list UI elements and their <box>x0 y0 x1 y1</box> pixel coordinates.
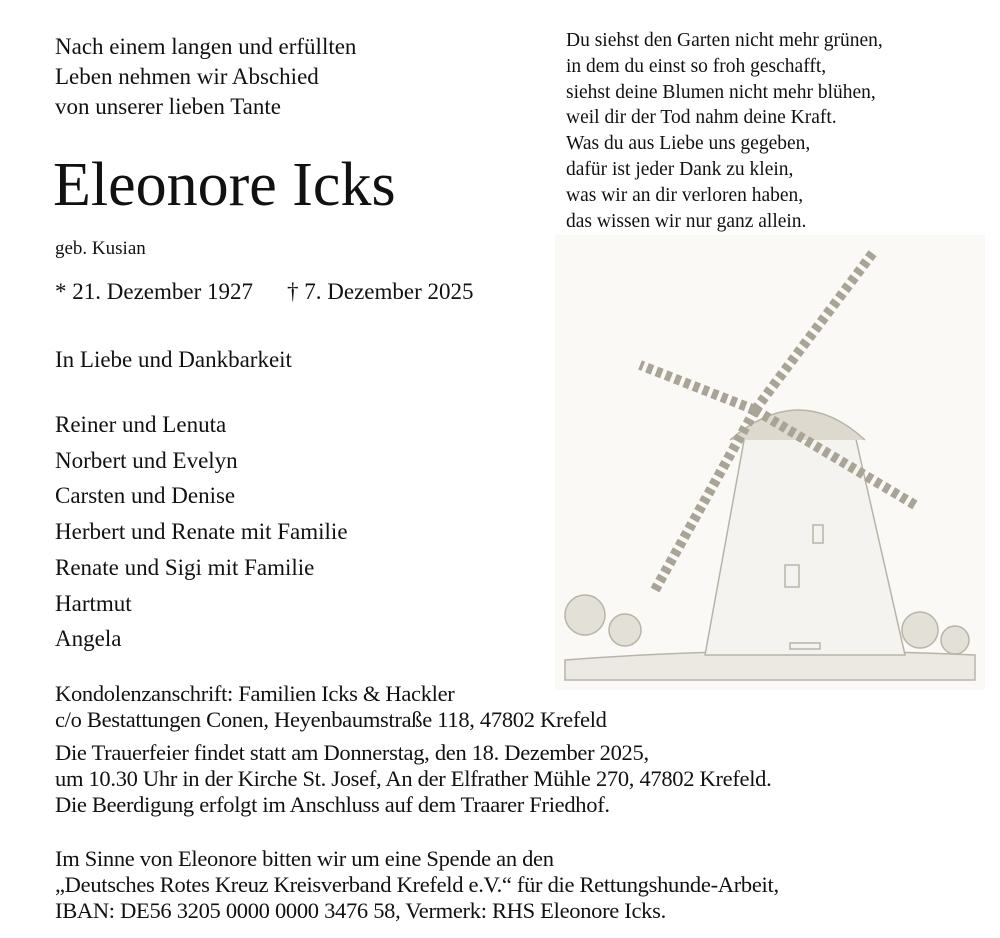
birth-date: * 21. Dezember 1927 <box>55 279 253 304</box>
thanks-line: In Liebe und Dankbarkeit <box>55 347 292 372</box>
poem-line: das wissen wir nur ganz allein. <box>566 210 807 232</box>
poem-line: weil dir der Tod nahm deine Kraft. <box>566 107 837 129</box>
poem-line: in dem du einst so froh geschafft, <box>566 55 827 77</box>
funeral-line: Die Trauerfeier findet statt am Donnerstag, den 18. Dezember 2025, <box>55 740 649 765</box>
birth-name: geb. Kusian <box>55 238 146 259</box>
intro-line: Leben nehmen wir Abschied <box>55 64 319 89</box>
condolence-address <box>55 681 607 733</box>
intro-line: Nach einem langen und erfüllten <box>55 34 357 59</box>
donation-line: „Deutsches Rotes Kreuz Kreisverband Krefeld e.V.“ für die Rettungshunde-Arbeit, <box>55 872 779 897</box>
family-member: Carsten und Denise <box>55 483 236 509</box>
intro-line: von unserer lieben Tante <box>55 94 281 119</box>
donation-info <box>55 846 779 924</box>
funeral-line: Die Beerdigung erfolgt im Anschluss auf dem Traarer Friedhof. <box>55 792 610 817</box>
life-dates <box>55 279 508 305</box>
donation-line: IBAN: DE56 3205 0000 0000 3476 58, Vermerk: RHS Eleonore Icks. <box>55 898 666 923</box>
family-member: Herbert und Renate mit Familie <box>55 519 348 545</box>
family-list <box>55 407 348 657</box>
poem-line: Was du aus Liebe uns gegeben, <box>566 133 811 155</box>
poem <box>566 28 883 234</box>
deceased-name: Eleonore Icks <box>53 151 396 219</box>
funeral-info <box>55 740 771 818</box>
family-member: Reiner und Lenuta <box>55 412 227 437</box>
poem-line: siehst deine Blumen nicht mehr blühen, <box>566 81 876 103</box>
poem-line: was wir an dir verloren haben, <box>566 184 804 206</box>
donation-line: Im Sinne von Eleonore bitten wir um eine Spende an den <box>55 846 554 871</box>
intro-text <box>55 32 356 122</box>
family-member: Angela <box>55 626 122 652</box>
family-member: Hartmut <box>55 590 132 616</box>
poem-line: dafür ist jeder Dank zu klein, <box>566 158 794 180</box>
windmill-illustration <box>555 235 985 690</box>
family-member: Renate und Sigi mit Familie <box>55 554 315 580</box>
condolence-line: Kondolenzanschrift: Familien Icks & Hackler <box>55 681 455 706</box>
family-member: Norbert und Evelyn <box>55 447 238 473</box>
condolence-line: c/o Bestattungen Conen, Heyenbaumstraße 118, 47802 Krefeld <box>55 707 607 732</box>
death-date: † 7. Dezember 2025 <box>287 279 474 304</box>
poem-line: Du siehst den Garten nicht mehr grünen, <box>566 30 883 51</box>
funeral-line: um 10.30 Uhr in der Kirche St. Josef, An der Elfrather Mühle 270, 47802 Krefeld. <box>55 766 772 791</box>
